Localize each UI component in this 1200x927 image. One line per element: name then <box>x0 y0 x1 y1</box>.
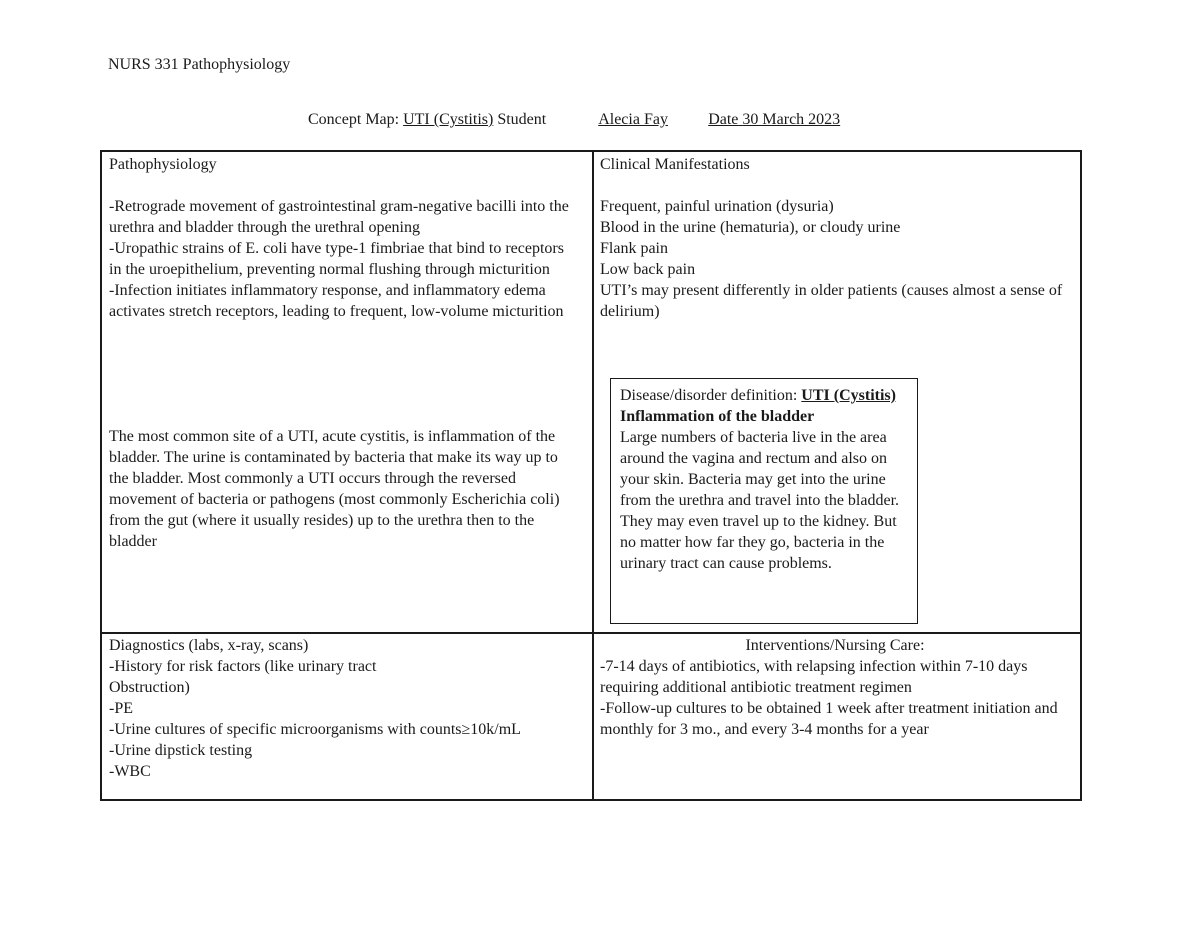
pathophysiology-title: Pathophysiology <box>109 156 217 173</box>
diagnostics-item: -Urine cultures of specific microorganisms with counts≥10k/mL <box>109 721 521 738</box>
diagnostics-cell <box>109 635 584 782</box>
diagnostics-item: -Urine dipstick testing <box>109 742 253 759</box>
diagnostics-item: -History for risk factors (like urinary tract <box>109 658 377 675</box>
clinical-item: Frequent, painful urination (dysuria) <box>600 198 834 215</box>
student-label: Student <box>497 111 547 128</box>
pathophysiology-point: -Retrograde movement of gastrointestinal gram-negative bacilli into the urethra and bladder through the urethral opening <box>109 198 569 236</box>
interventions-cell <box>600 635 1070 740</box>
diagnostics-item: Obstruction) <box>109 679 190 696</box>
row-divider <box>102 632 1080 634</box>
clinical-item: UTI’s may present differently in older patients (causes almost a sense of delirium) <box>600 282 1063 320</box>
definition-box <box>610 378 918 624</box>
definition-text: Large numbers of bacteria live in the area around the vagina and rectum and also on your skin. Bacteria may get into the urine from the urethra and travel into the bladder. They may even travel up to the kidney. But no matter how far they go, bacteria in the urinary tract can cause problems. <box>620 429 900 572</box>
clinical-item: Blood in the urine (hematuria), or cloudy urine <box>600 219 901 236</box>
student-name: Alecia Fay <box>598 111 668 128</box>
date-value: 30 March 2023 <box>742 111 841 128</box>
definition-term: UTI (Cystitis) <box>801 387 896 404</box>
topic: UTI (Cystitis) <box>403 111 494 128</box>
clinical-item: Flank pain <box>600 240 668 257</box>
diagnostics-title: Diagnostics (labs, x-ray, scans) <box>109 637 309 654</box>
definition-label: Disease/disorder definition: <box>620 387 798 404</box>
clinical-manifestations-cell <box>600 154 1070 322</box>
date-label: Date <box>708 111 739 128</box>
course-title: NURS 331 Pathophysiology <box>108 56 291 73</box>
pathophysiology-summary: The most common site of a UTI, acute cystitis, is inflammation of the bladder. The urine is contaminated by bacteria that make its way up to the bladder. Most commonly a UTI occurs through the reversed movement of bacteria or pathogens (most commonly Escherichia coli) from the gut (where it usually resides) up to the urethra then to the bladder <box>109 428 560 550</box>
column-divider <box>592 152 594 799</box>
concept-map-label: Concept Map: <box>308 111 400 128</box>
pathophysiology-cell <box>109 154 579 322</box>
interventions-item: -7-14 days of antibiotics, with relapsing infection within 7-10 days requiring additional antibiotic treatment regimen <box>600 658 1028 696</box>
pathophysiology-point: -Uropathic strains of E. coli have type-1 fimbriae that bind to receptors in the uroepithelium, preventing normal flushing through micturition <box>109 240 564 278</box>
clinical-title: Clinical Manifestations <box>600 156 750 173</box>
interventions-title: Interventions/Nursing Care: <box>745 637 925 654</box>
pathophysiology-point: -Infection initiates inflammatory response, and inflammatory edema activates stretch receptors, leading to frequent, low-volume micturition <box>109 282 564 320</box>
definition-subtitle: Inflammation of the bladder <box>620 408 815 425</box>
interventions-item: -Follow-up cultures to be obtained 1 week after treatment initiation and monthly for 3 mo., and every 3-4 months for a year <box>600 700 1058 738</box>
clinical-item: Low back pain <box>600 261 696 278</box>
diagnostics-item: -WBC <box>109 763 151 780</box>
concept-map-header <box>308 111 840 129</box>
concept-map-grid <box>100 150 1082 801</box>
definition-heading <box>620 385 909 406</box>
diagnostics-item: -PE <box>109 700 133 717</box>
